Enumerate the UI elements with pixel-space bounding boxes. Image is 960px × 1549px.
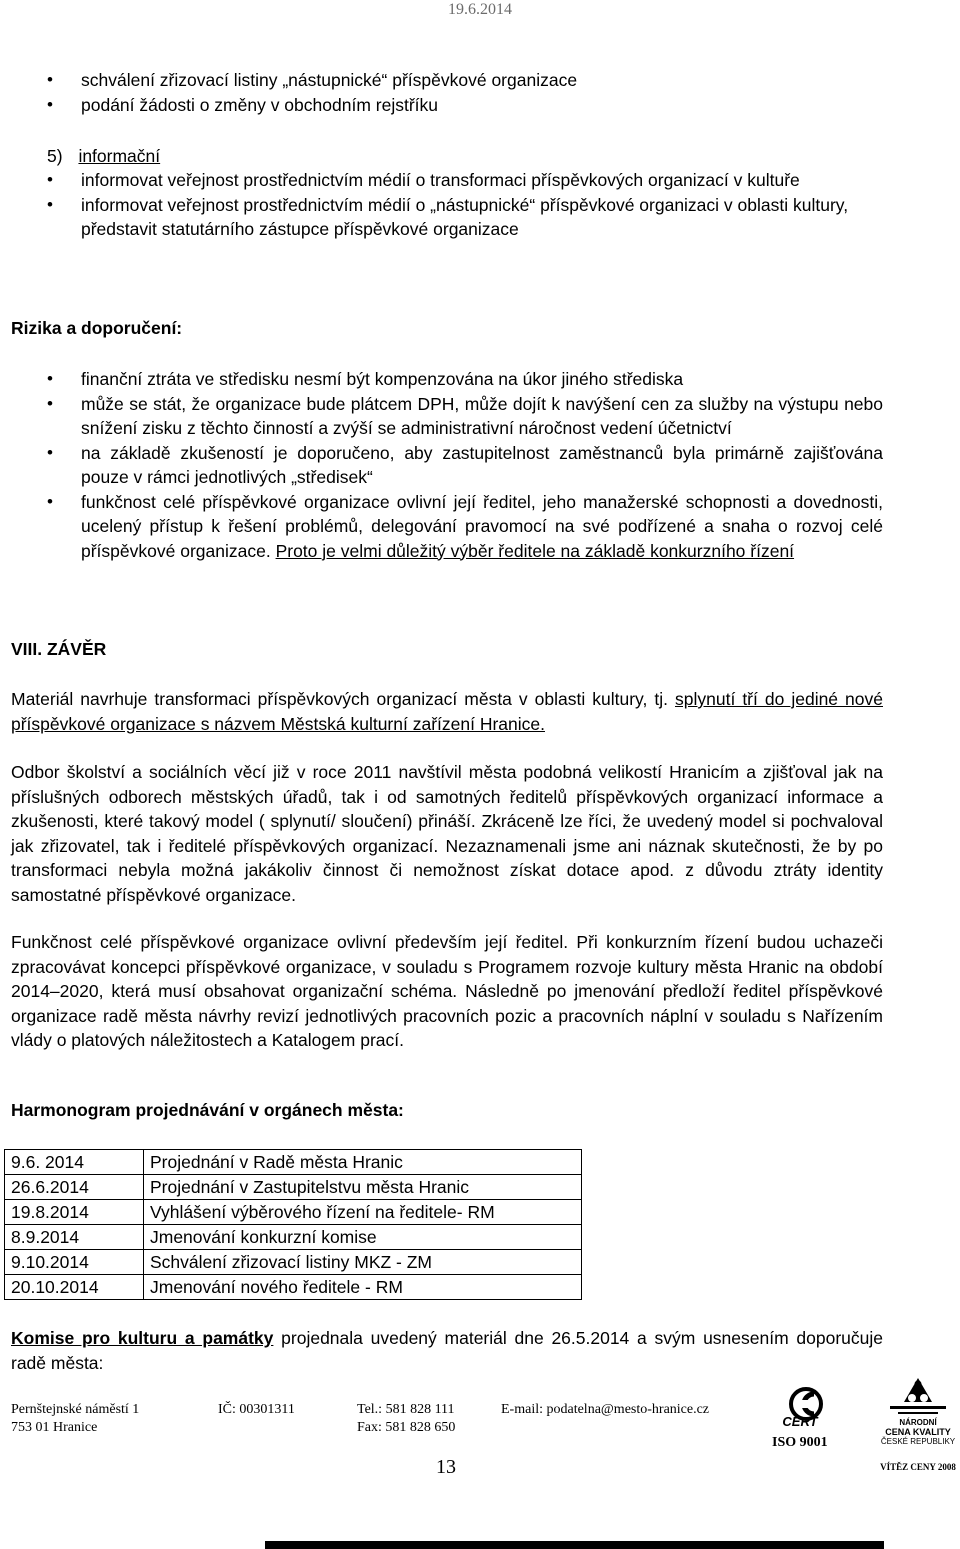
table-cell-date: 9.10.2014 — [5, 1250, 144, 1275]
award-line-2: CENA KVALITY — [885, 1427, 951, 1437]
table-cell-action: Vyhlášení výběrového řízení na ředitele- RM — [144, 1200, 582, 1225]
table-cell-action: Jmenování nového ředitele - RM — [144, 1275, 582, 1300]
table-cell-action: Projednání v Radě města Hranic — [144, 1150, 582, 1175]
section-5-title — [47, 144, 160, 169]
conclusion-paragraph-3: Funkčnost celé příspěvkové organizace ovlivní především její ředitel. Při konkurzním řízení budou uchazeči zpracovávat koncepci příspěvkové organizace, v souladu s Programem rozvoje kultury města Hranic na období 2014–2020, která musí obsahovat organizační schéma. Následně po jmenování předloží ředitel příspěvkové organizace radě města návrhy revizí jednotlivých pracovních pozic a pracovních náplní v souladu s Nařízením vlády o platových náležitostech a Katalogem prací. — [11, 932, 883, 1050]
conclusion-paragraph-1 — [11, 687, 883, 736]
schedule-heading: Harmonogram projednávání v orgánech města: — [11, 1100, 404, 1120]
list-item: • na základě zkušeností je doporučeno, aby zastupitelnost zaměstnanců byla primárně zajišťována pouze v rámci jednotlivých „středisek“ — [0, 441, 960, 490]
list-item-text: funkčnost celé příspěvkové organizace ovlivní její ředitel, jeho manažerské schopnosti a dovednosti, ucelený přístup k řešení problémů, delegování pravomocí na své podřízené a snaha o rozvoj celé příspěvkové organizace. — [81, 491, 883, 561]
footer-ico: IČ: 00301311 — [218, 1402, 295, 1417]
paragraph-emphasis: splynutí tří do jediné nové příspěvkové organizace s názvem Městská kulturní zařízení Hranice. — [11, 689, 883, 734]
table-cell-date: 8.9.2014 — [5, 1225, 144, 1250]
table-cell-date: 9.6. 2014 — [5, 1150, 144, 1175]
table-row — [5, 1275, 582, 1300]
list-item — [0, 490, 960, 564]
section-8-title: VIII. ZÁVĚR — [11, 639, 107, 659]
table-row — [5, 1250, 582, 1275]
award-line-3: ČESKÉ REPUBLIKY — [880, 1437, 956, 1446]
table-cell-action: Schválení zřizovací listiny MKZ - ZM — [144, 1250, 582, 1275]
footer-address-line-1: Pernštejnské náměstí 1 — [11, 1402, 140, 1417]
footer-address-line-2: 753 01 Hranice — [11, 1420, 98, 1435]
list-item: • schválení zřizovací listiny „nástupnické“ příspěvkové organizace — [0, 68, 960, 93]
section-title: informační — [78, 146, 161, 166]
footer-tel: Tel.: 581 828 111 — [357, 1402, 455, 1417]
table-cell-date: 26.6.2014 — [5, 1175, 144, 1200]
table-cell-date: 19.8.2014 — [5, 1200, 144, 1225]
footer-fax: Fax: 581 828 650 — [357, 1420, 456, 1435]
action-list-top — [0, 68, 960, 117]
paragraph-text: Materiál navrhuje transformaci příspěvkových organizací města v oblasti kultury, tj. — [11, 689, 668, 709]
list-item: • může se stát, že organizace bude plátcem DPH, může dojít k navýšení cen za služby na výstupu nebo snížení zisku z těchto činností a zvýší se administrativní náročnost vedení účetnictví — [0, 392, 960, 441]
risks-list — [0, 367, 960, 563]
list-item: • informovat veřejnost prostřednictvím médií o „nástupnické“ příspěvkové organizaci v oblasti kultury, představit statutárního zástupce příspěvkové organizace — [0, 193, 960, 242]
list-item: • informovat veřejnost prostřednictvím médií o transformaci příspěvkových organizací v kultuře — [0, 168, 960, 193]
section-number: 5) — [47, 146, 63, 166]
conclusion-paragraph-2: Odbor školství a sociálních věcí již v roce 2011 navštívil města podobná velikostí Hranicím a zjišťoval jak na příslušných odborech městských úřadů, tak i od samotných ředitelů příspěvkových organizací informace a zkušenosti, které takový model ( splynutí/ sloučení) přináší. Zkráceně lze říci, že uvedený model si pochvaloval jak zřizovatel, tak i ředitelé příspěvkových organizací. Nezaznamenali jsme ani náznak skutečnosti, že by po transformaci nebyla možná jakákoliv činnost či nemožnost získat dotace apod. z důvodu ztráty identity samostatné příspěvkové organizace. — [11, 762, 883, 905]
award-line-4: VÍTĚZ CENY 2008 — [880, 1462, 956, 1472]
cert-label: CERT — [782, 1414, 818, 1429]
schedule-table — [4, 1149, 582, 1300]
table-row — [5, 1200, 582, 1225]
list-item: • podání žádosti o změny v obchodním rejstříku — [0, 93, 960, 118]
table-row — [5, 1150, 582, 1175]
list-item: • finanční ztráta ve středisku nesmí být kompenzována na úkor jiného střediska — [0, 367, 960, 392]
information-list — [0, 168, 960, 242]
iso-certification-logo — [770, 1386, 842, 1456]
table-cell-action: Jmenování konkurzní komise — [144, 1225, 582, 1250]
committee-paragraph — [11, 1326, 883, 1375]
iso-label: ISO 9001 — [772, 1435, 828, 1450]
award-line-1: NÁRODNÍ — [899, 1418, 937, 1427]
table-row — [5, 1175, 582, 1200]
committee-text: projednala uvedený materiál dne 26.5.2014 a svým usnesením doporučuje radě města: — [11, 1328, 883, 1373]
page-number: 13 — [436, 1456, 456, 1478]
footer-email: E-mail: podatelna@mesto-hranice.cz — [501, 1402, 710, 1417]
table-cell-date: 20.10.2014 — [5, 1275, 144, 1300]
committee-name: Komise pro kulturu a památky — [11, 1328, 274, 1348]
award-emblem-icon — [876, 1376, 960, 1418]
quality-award-logo — [876, 1376, 960, 1476]
list-item-emphasis: Proto je velmi důležitý výběr ředitele na základě konkurzního řízení — [275, 540, 795, 561]
table-cell-action: Projednání v Zastupitelstvu města Hranic — [144, 1175, 582, 1200]
page-date: 19.6.2014 — [448, 1, 512, 18]
risks-heading: Rizika a doporučení: — [11, 318, 183, 338]
bottom-bar — [265, 1541, 884, 1549]
table-row — [5, 1225, 582, 1250]
